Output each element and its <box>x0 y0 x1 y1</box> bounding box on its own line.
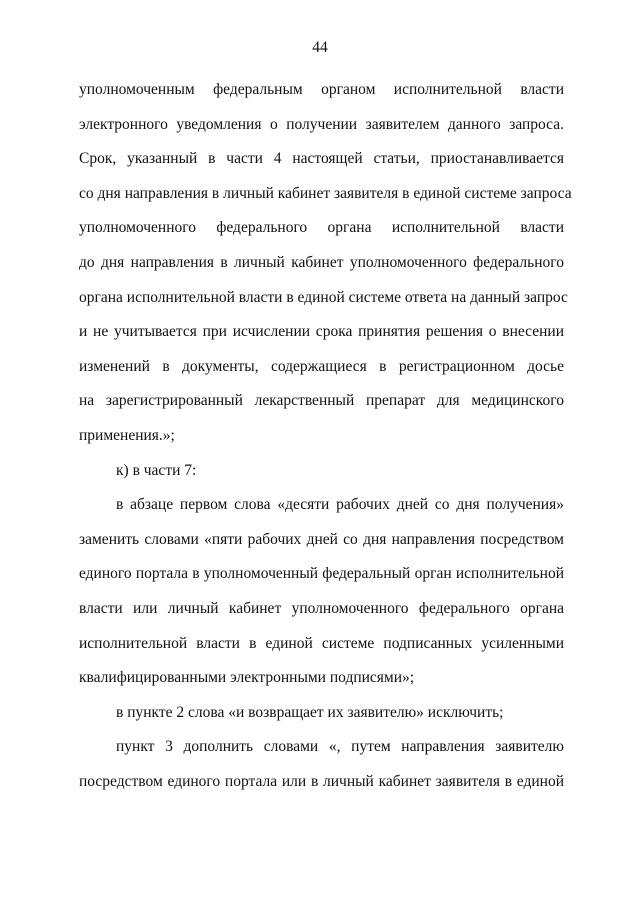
text-line: Срок, указанный в части 4 настоящей статьи, приостанавливается <box>79 150 564 168</box>
text-line: со дня направления в личный кабинет заявителя в единой системе запроса <box>79 184 572 202</box>
text-line: исполнительной власти в единой системе подписанных усиленными <box>79 634 564 652</box>
text-line: органа исполнительной власти в единой системе ответа на данный запрос <box>79 288 568 306</box>
text-line: уполномоченного федерального органа исполнительной власти <box>79 219 564 237</box>
page-number: 44 <box>312 39 328 56</box>
text-line: изменений в документы, содержащиеся в регистрационном досье <box>79 357 564 375</box>
text-line: применения.»; <box>79 426 175 444</box>
text-line: до дня направления в личный кабинет уполномоченного федерального <box>79 253 564 271</box>
text-line: в пункте 2 слова «и возвращает их заявителю» исключить; <box>116 703 504 721</box>
text-line: к) в части 7: <box>116 461 197 479</box>
text-line: электронного уведомления о получении заявителем данного запроса. <box>79 115 564 133</box>
text-line: в абзаце первом слова «десяти рабочих дней со дня получения» <box>116 496 564 514</box>
text-line: пункт 3 дополнить словами «, путем направления заявителю <box>116 738 564 756</box>
text-line: уполномоченным федеральным органом исполнительной власти <box>79 81 564 98</box>
text-line: квалифицированными электронными подписями»; <box>79 669 415 687</box>
text-line: на зарегистрированный лекарственный препарат для медицинского <box>79 392 564 410</box>
text-line: единого портала в уполномоченный федеральный орган исполнительной <box>79 565 564 583</box>
text-line: и не учитывается при исчислении срока принятия решения о внесении <box>79 323 564 341</box>
text-line: посредством единого портала или в личный кабинет заявителя в единой <box>79 772 564 790</box>
document-body <box>79 80 572 806</box>
text-line: власти или личный кабинет уполномоченного федерального органа <box>79 599 564 617</box>
text-line: заменить словами «пяти рабочих дней со дня направления посредством <box>79 530 564 548</box>
